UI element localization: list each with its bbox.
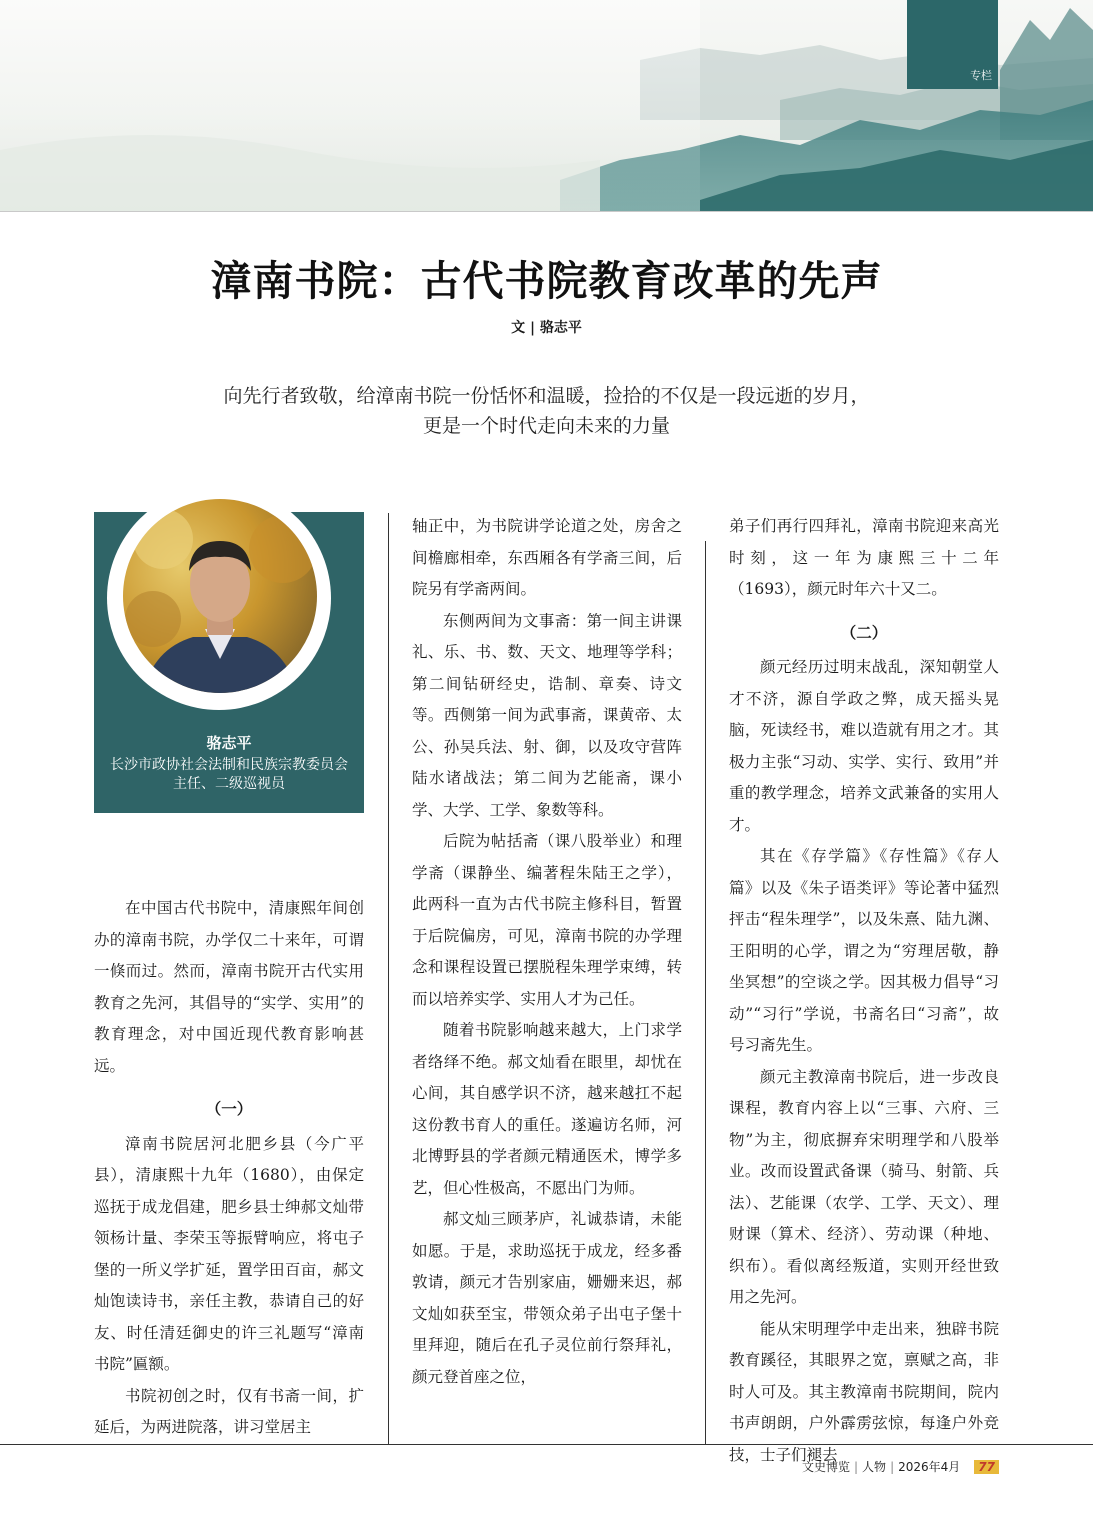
author-card xyxy=(94,512,364,813)
author-name: 骆志平 xyxy=(206,734,252,752)
paragraph: 漳南书院居河北肥乡县（今广平县），清康熙十九年（1680），由保定巡抚于成龙倡建，肥乡县士绅郝文灿带领杨计量、李荣玉等振臂响应，将屯子堡的一所义学扩延，置学田百亩，郝文灿饱读诗书，亲任主教，恭请自己的好友、时任清廷御史的许三礼题写“漳南书院”匾额。 xyxy=(94,1134,364,1373)
column-divider-2 xyxy=(705,541,706,1444)
column-divider-1 xyxy=(388,513,389,1444)
footer-section: 人物 xyxy=(862,1460,887,1474)
page-number: 77 xyxy=(974,1460,999,1474)
article-byline: 文 | 骆志平 xyxy=(511,320,582,336)
paragraph: 能从宋明理学中走出来，独辟书院教育蹊径，其眼界之宽，禀赋之高，非时人可及。其主教漳南书院期间，院内书声朗朗，户外霹雳弦惊，每逢户外竞技，士子们褪去 xyxy=(729,1319,999,1464)
footer-divider xyxy=(0,1444,1093,1445)
portrait-illustration xyxy=(123,499,317,693)
paragraph: 在中国古代书院中，清康熙年间创办的漳南书院，办学仅二十来年，可谓一倏而过。然而，漳南书院开古代实用教育之先河，其倡导的“实学、实用”的教育理念，对中国近现代教育影响甚远。 xyxy=(94,899,364,1075)
paragraph: 后院为帖括斋（课八股举业）和理学斋（课静坐、编著程朱陆王之学），此两科一直为古代书院主修科目，暂置于后院偏房，可见，漳南书院的办学理念和课程设置已摆脱程朱理学束缚，转而以培养实学、实用人才为己任。 xyxy=(412,832,682,1008)
paragraph: 东侧两间为文事斋：第一间主讲课礼、乐、书、数、天文、地理等学科；第二间钻研经史，诰制、章奏、诗文等。西侧第一间为武事斋，课黄帝、太公、孙吴兵法、射、御，以及攻守营阵陆水诸战法；第二间为艺能斋，课小学、大学、工学、象数等科。 xyxy=(412,611,682,819)
column-tag xyxy=(907,0,998,89)
article-lead xyxy=(0,381,1093,441)
paragraph: 轴正中，为书院讲学论道之处，房舍之间檐廊相牵，东西厢各有学斋三间，后院另有学斋两间。 xyxy=(412,517,682,598)
section-heading-1: （一） xyxy=(205,1099,253,1118)
column-tag-label: 专栏 xyxy=(970,69,992,82)
paragraph: 颜元经历过明末战乱，深知朝堂人才不济，源自学政之弊，成天摇头晃脑，死读经书，难以造就有用之才。其极力主张“习动、实学、实行、致用”并重的教学理念，培养文武兼备的实用人才。 xyxy=(729,658,999,834)
paragraph: 颜元主教漳南书院后，进一步改良课程，教育内容上以“三事、六府、三物”为主，彻底摒弃宋明理学和八股举业。改而设置武备课（骑马、射箭、兵法）、艺能课（农学、工学、天文）、理财课（算术、经济）、劳动课（种地、织布）。看似离经叛道，实则开经世致用之先河。 xyxy=(729,1067,999,1306)
lead-line-2: 更是一个时代走向未来的力量 xyxy=(422,415,670,437)
author-role xyxy=(94,756,364,794)
text-column-3 xyxy=(729,511,999,1471)
section-heading-2: （二） xyxy=(840,622,888,642)
lead-line-1: 向先行者致敬，给漳南书院一份恬怀和温暖，捡拾的不仅是一段远逝的岁月， xyxy=(223,385,870,407)
text-column-2 xyxy=(412,511,682,1393)
paragraph: 书院初创之时，仅有书斋一间，扩延后，为两进院落，讲习堂居主 xyxy=(94,1386,364,1436)
footer-separator: | xyxy=(854,1460,859,1474)
author-photo-frame xyxy=(107,486,331,710)
text-column-1 xyxy=(94,893,364,1444)
article-title: 漳南书院：古代书院教育改革的先声 xyxy=(210,257,883,305)
paragraph: 其在《存学篇》《存性篇》《存人篇》以及《朱子语类评》等论著中猛烈抨击“程朱理学”，以及朱熹、陆九渊、王阳明的心学，谓之为“穷理居敬，静坐冥想”的空谈之学。因其极力倡导“习动”“习行”学说，书斋名曰“习斋”，故号习斋先生。 xyxy=(729,847,999,1054)
paragraph: 随着书院影响越来越大，上门求学者络绎不绝。郝文灿看在眼里，却忧在心间，其自感学识不济，越来越扛不起这份教书育人的重任。遂遍访名师，河北博野县的学者颜元精通医术，博学多艺，但心性极高，不愿出门为师。 xyxy=(412,1021,682,1197)
footer-separator: | xyxy=(890,1460,895,1474)
author-role-line-1: 长沙市政协社会法制和民族宗教委员会 xyxy=(110,757,348,773)
page-footer xyxy=(802,1458,999,1475)
paragraph: 郝文灿三顾茅庐，礼诚恭请，未能如愿。于是，求助巡抚于成龙，经多番敦请，颜元才告别家庙，姗姗来迟，郝文灿如获至宝，带领众弟子出屯子堡十里拜迎，随后在孔子灵位前行祭拜礼，颜元登首座之位， xyxy=(412,1210,682,1386)
footer-magazine: 文史博览 xyxy=(801,1460,850,1474)
author-role-line-2: 主任、二级巡视员 xyxy=(173,776,285,792)
footer-issue: 2026年4月 xyxy=(898,1460,961,1474)
banner-divider xyxy=(0,211,1093,212)
paragraph: 弟子们再行四拜礼，漳南书院迎来高光时刻，这一年为康熙三十二年（1693），颜元时年六十又二。 xyxy=(729,517,999,598)
author-photo xyxy=(123,499,317,693)
